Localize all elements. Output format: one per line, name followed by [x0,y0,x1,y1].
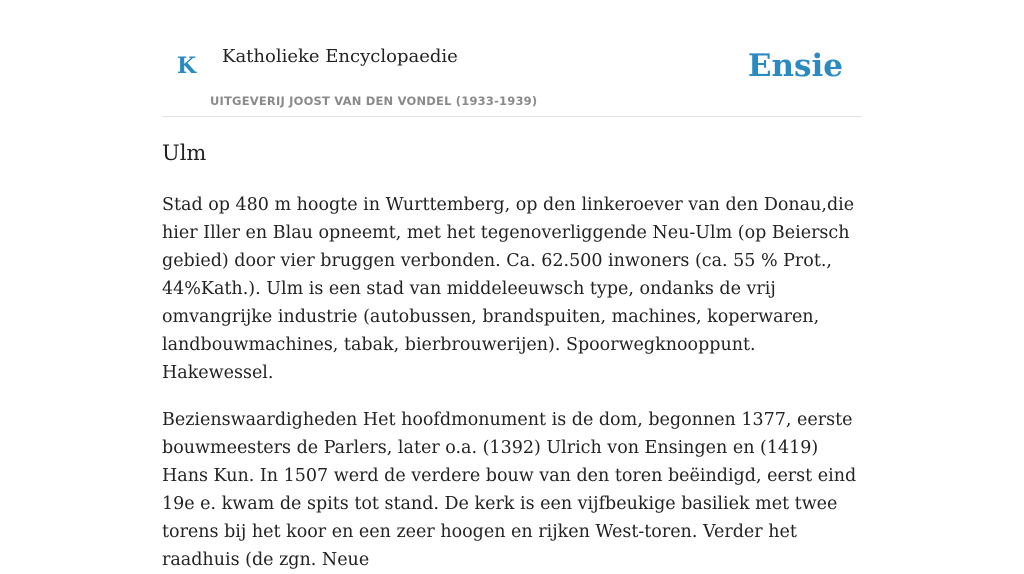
article-title: Ulm [162,141,207,165]
article-paragraph: Stad op 480 m hoogte in Wurttemberg, op den linkeroever van den Donau,die hier Iller en Blau opneemt, met het tegenoverliggende Neu-Ulm (op Beiersch gebied) door vier bruggen verbonden. Ca. 62.500 inwoners (ca. 55 % Prot., 44%Kath.). Ulm is een stad van middeleeuwsch type, ondanks de vrij omvangrijke industrie (autobussen, brandspuiten, machines, koperwaren, landbouwmachines, tabak, bierbrouwerijen). Spoorwegknooppunt. Hakewessel. [162,195,855,384]
site-logo[interactable]: K [177,53,197,79]
site-header [162,0,862,117]
article-paragraph: Bezienswaardigheden Het hoofdmonument is de dom, begonnen 1377, eerste bouwmeesters de Parlers, later o.a. (1392) Ulrich von Ensingen en (1419) Hans Kun. In 1507 werd de verdere bouw van den toren beëindigd, eerst eind 19e e. kwam de spits tot stand. De kerk is een vijfbeukige basiliek met twee torens bij het koor en een zeer hoogen en rijken West-toren. Verder het raadhuis (de zgn. Neue [162,410,857,571]
article [162,140,862,574]
site-title[interactable]: Katholieke Encyclopaedie [222,46,458,67]
ensie-brand-link[interactable]: Ensie [747,48,843,84]
publisher-subtitle: UITGEVERIJ JOOST VAN DEN VONDEL (1933-1939) [210,94,538,108]
